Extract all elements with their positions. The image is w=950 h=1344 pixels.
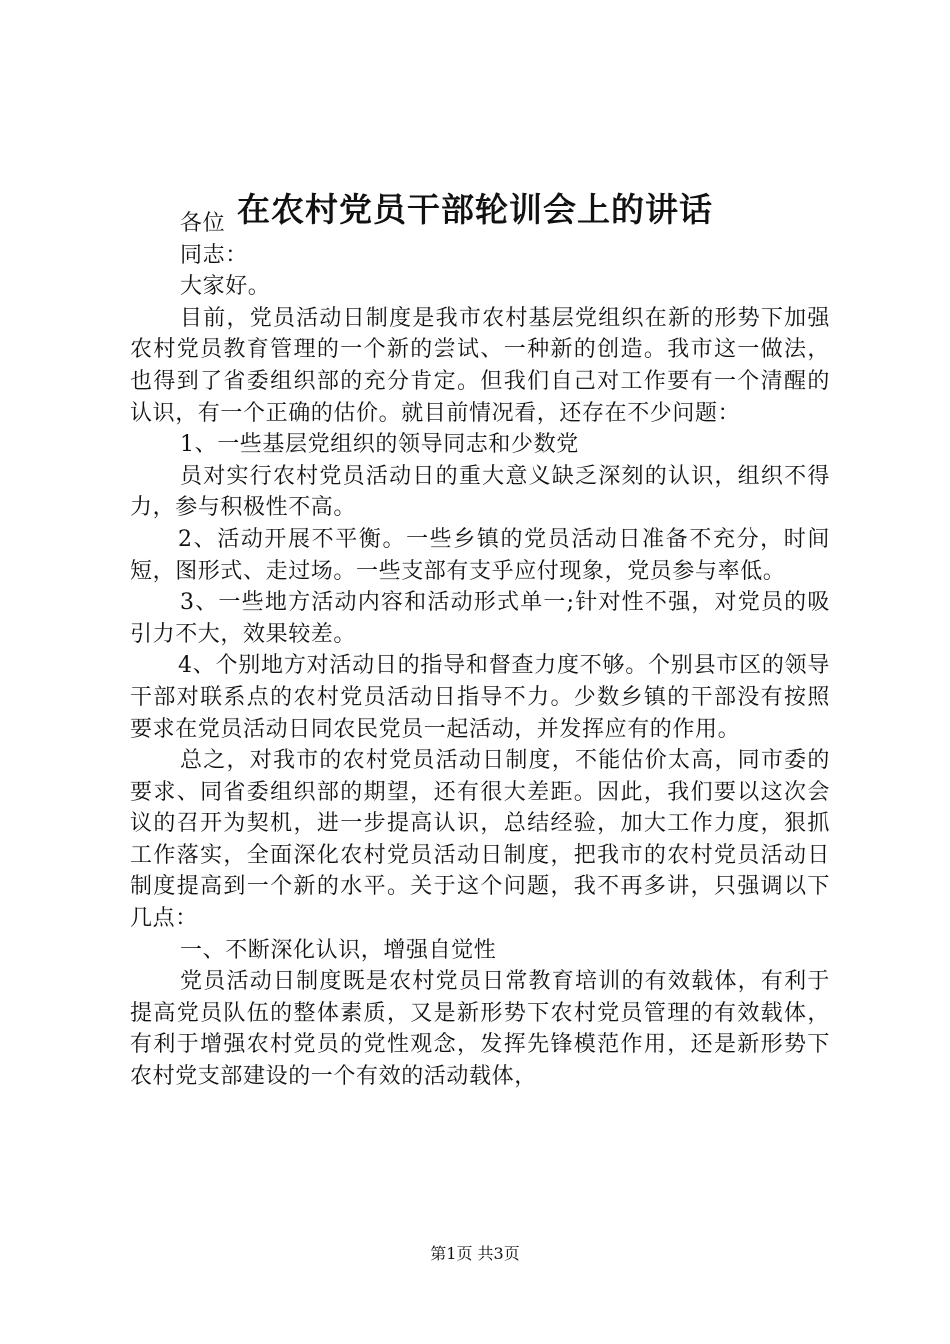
paragraph-intro: 目前，党员活动日制度是我市农村基层党组织在新的形势下加强农村党员教育管理的一个新的尝试、一种新的创造。我市这一做法，也得到了省委组织部的充分肯定。但我们自己对工作要有一个清醒的认识，有一个正确的估价。就目前情况看，还存在不少问题： bbox=[130, 305, 830, 426]
greeting: 大家好。 bbox=[180, 274, 271, 300]
paragraph-summary: 总之，对我市的农村党员活动日制度，不能估价太高，同市委的要求、同省委组织部的期望，还有很大差距。因此，我们要以这次会议的召开为契机，进一步提高认识，总结经验，加大工作力度，狠抓工作落实，全面深化农村党员活动日制度，把我市的农村党员活动日制度提高到一个新的水平。关于这个问题，我不再多讲，只强调以下几点： bbox=[130, 748, 830, 932]
paragraph-section-1: 党员活动日制度既是农村党员日常教育培训的有效载体，有利于提高党员队伍的整体素质，又是新形势下农村党员管理的有效载体，有利于增强农村党员的党性观念，发挥先锋模范作用，还是新形势下农村党支部建设的一个有效的活动载体， bbox=[130, 969, 830, 1090]
paragraph-problem-1-body: 员对实行农村党员活动日的重大意义缺乏深刻的认识，组织不得力，参与积极性不高。 bbox=[130, 463, 830, 521]
page-footer: 第1页 共3页 bbox=[430, 1244, 520, 1263]
salutation-line-2: 同志： bbox=[180, 242, 248, 268]
document-body bbox=[130, 208, 830, 1093]
document-title: 在农村党员干部轮训会上的讲话 bbox=[237, 190, 713, 229]
paragraph-problem-2: 2、活动开展不平衡。一些乡镇的党员活动日准备不充分，时间短，图形式、走过场。一些支部有支乎应付现象，党员参与率低。 bbox=[130, 526, 830, 584]
paragraph-problem-3: 3、一些地方活动内容和活动形式单一;针对性不强，对党员的吸引力不大，效果较差。 bbox=[130, 590, 830, 647]
section-heading-1: 一、不断深化认识，增强自觉性 bbox=[180, 937, 497, 963]
paragraph-problem-4: 4、个别地方对活动日的指导和督查力度不够。个别县市区的领导干部对联系点的农村党员活动日指导不力。少数乡镇的干部没有按照要求在党员活动日同农民党员一起活动，并发挥应有的作用。 bbox=[130, 653, 830, 742]
salutation-line-1: 各位 bbox=[180, 211, 226, 236]
paragraph-problem-1-heading: 1、一些基层党组织的领导同志和少数党 bbox=[180, 432, 579, 458]
